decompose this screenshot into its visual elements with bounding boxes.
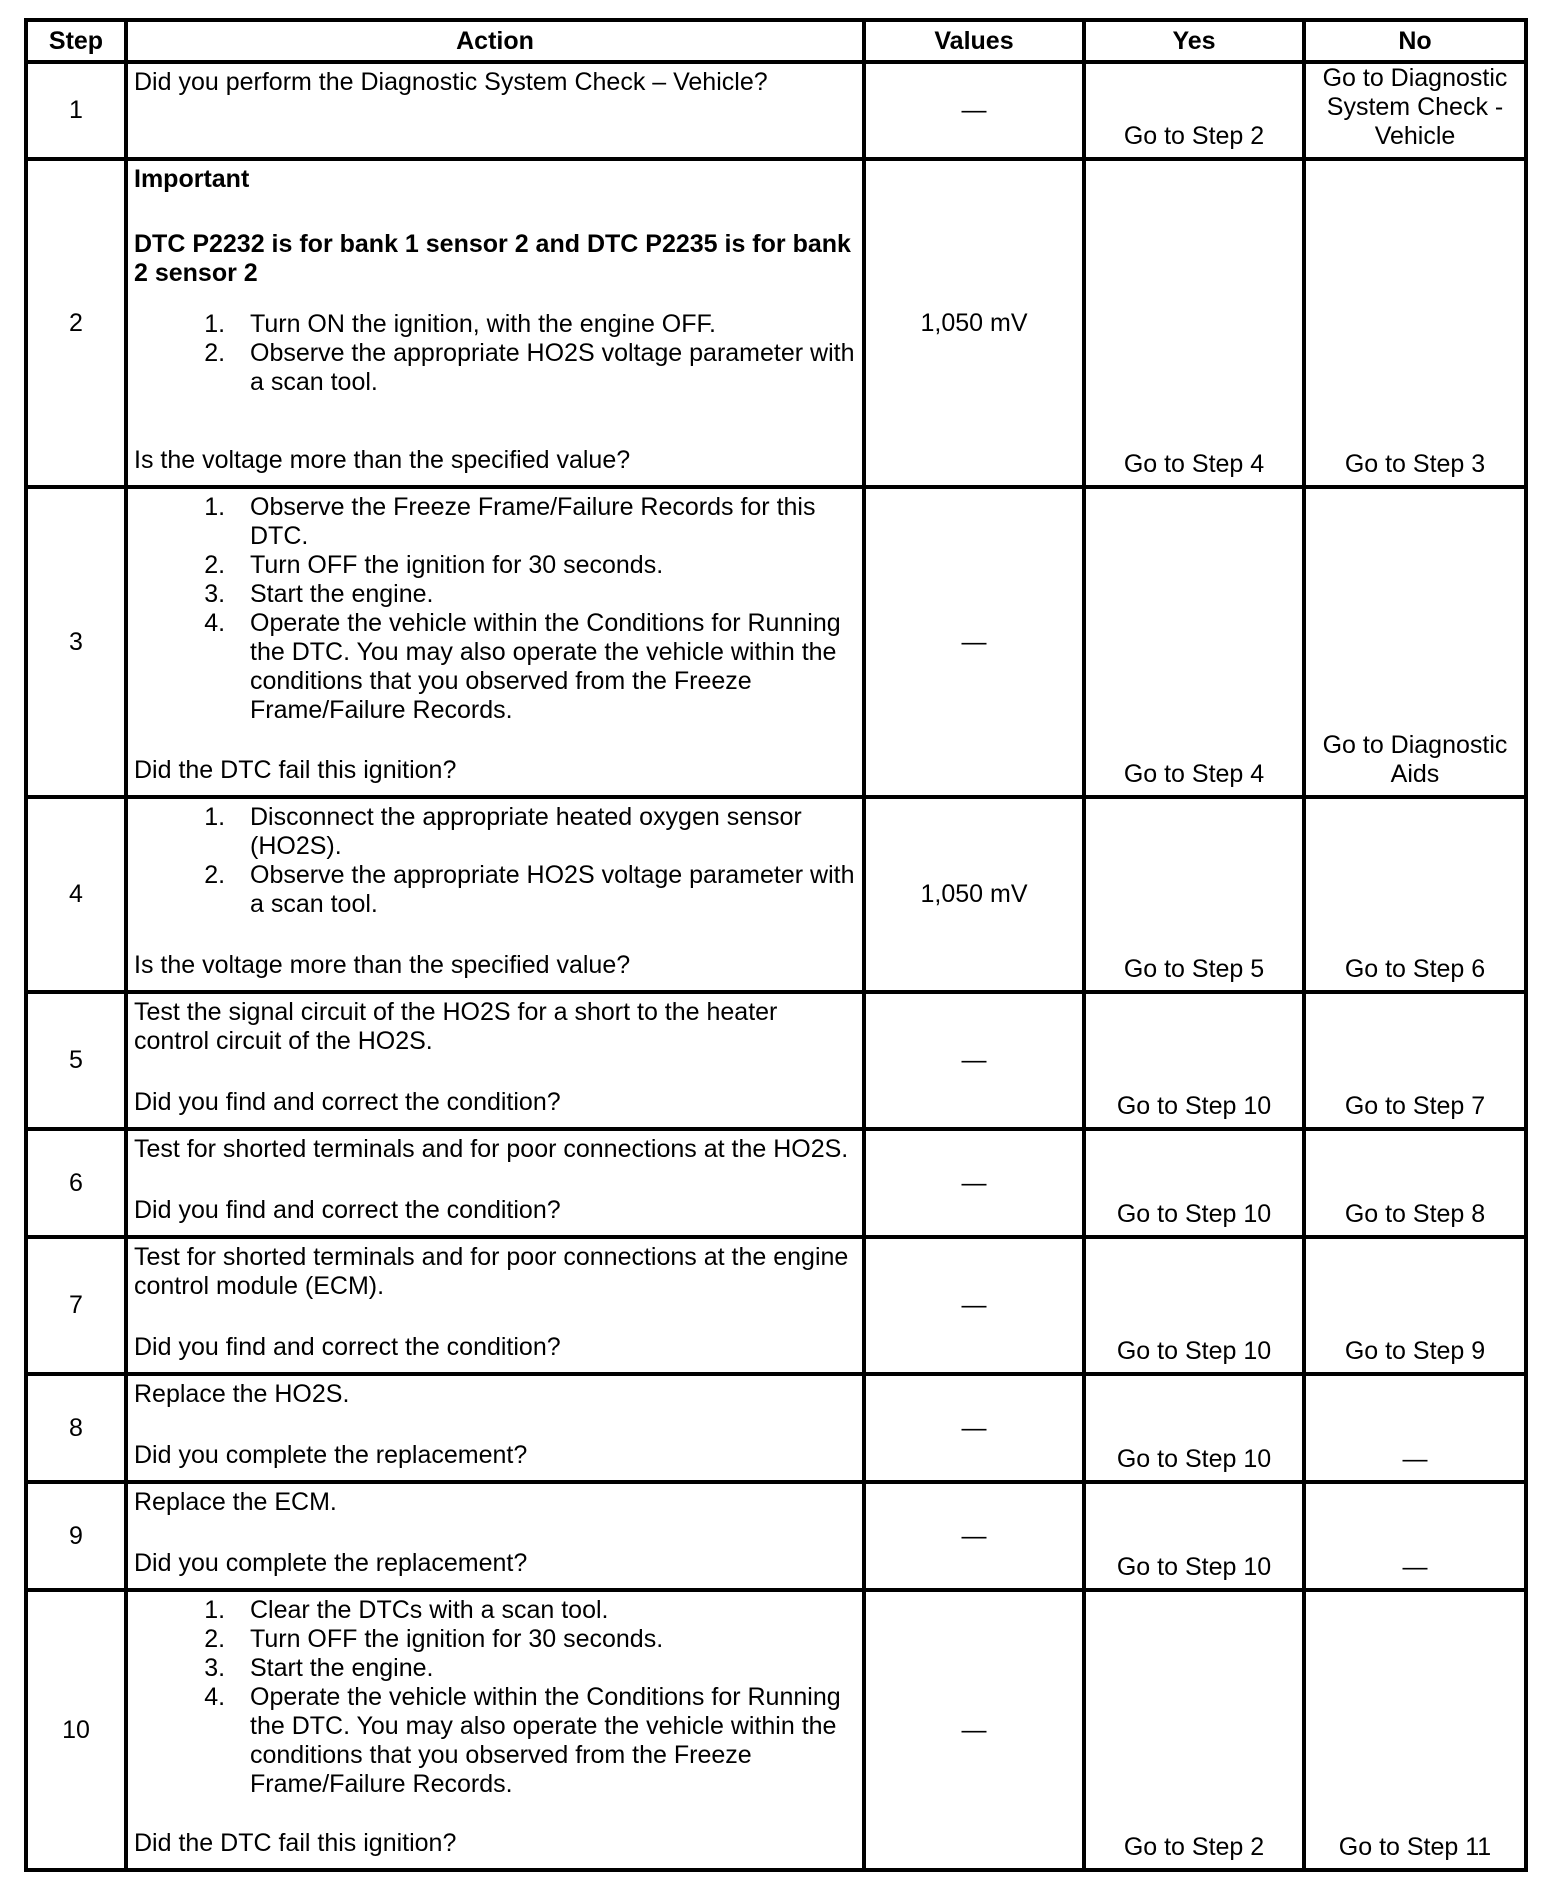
header-row (26, 20, 1526, 62)
list-item: 2. Turn OFF the ignition for 30 seconds. (232, 1625, 856, 1654)
list-item: 1. Clear the DTCs with a scan tool. (232, 1596, 856, 1625)
no-cell: — (1304, 1482, 1526, 1590)
values-cell: — (864, 62, 1084, 159)
action-text: Test the signal circuit of the HO2S for a short to the heater control circuit of the HO2S. (134, 998, 778, 1055)
header-values: Values (864, 20, 1084, 62)
table-row (26, 487, 1526, 797)
list-item: 1. Observe the Freeze Frame/Failure Records for this DTC. (232, 493, 856, 551)
yes-cell: Go to Step 5 (1084, 797, 1304, 992)
action-top (134, 161, 856, 397)
action-cell (126, 1590, 864, 1870)
values-cell: — (864, 992, 1084, 1129)
yes-cell: Go to Step 10 (1084, 1374, 1304, 1482)
values-cell: — (864, 487, 1084, 797)
action-question: Did the DTC fail this ignition? (134, 756, 457, 784)
list-item: 4. Operate the vehicle within the Conditions for Running the DTC. You may also operate the vehicle within the conditions that you observed from the Freeze Frame/Failure Records. (232, 609, 856, 725)
action-content (134, 161, 856, 475)
table-row (26, 62, 1526, 159)
step-number: 7 (26, 1237, 126, 1374)
no-cell: Go to Step 11 (1304, 1590, 1526, 1870)
action-text: Test for shorted terminals and for poor connections at the HO2S. (134, 1135, 849, 1163)
no-cell: Go to Step 8 (1304, 1129, 1526, 1237)
action-steps-list (134, 310, 856, 397)
values-cell: — (864, 1590, 1084, 1870)
action-content (134, 1484, 856, 1578)
table-row (26, 1590, 1526, 1870)
step-number: 9 (26, 1482, 126, 1590)
no-cell: Go to Step 3 (1304, 159, 1526, 487)
step-number: 6 (26, 1129, 126, 1237)
table-row (26, 1482, 1526, 1590)
step-number: 5 (26, 992, 126, 1129)
yes-cell: Go to Step 2 (1084, 1590, 1304, 1870)
action-steps-list (134, 1596, 856, 1799)
action-top (134, 799, 856, 919)
values-cell: 1,050 mV (864, 159, 1084, 487)
yes-cell: Go to Step 10 (1084, 1482, 1304, 1590)
list-item: 3. Start the engine. (232, 580, 856, 609)
no-cell: Go to Diagnostic Aids (1304, 487, 1526, 797)
action-content (134, 1239, 856, 1362)
values-cell: 1,050 mV (864, 797, 1084, 992)
action-question: Did the DTC fail this ignition? (134, 1829, 457, 1857)
action-text: Replace the ECM. (134, 1488, 337, 1516)
action-top (134, 994, 856, 1056)
step-number: 10 (26, 1590, 126, 1870)
table-row (26, 1129, 1526, 1237)
action-question: Is the voltage more than the specified value? (134, 446, 631, 474)
yes-cell: Go to Step 4 (1084, 487, 1304, 797)
action-top (134, 64, 856, 97)
action-content (134, 799, 856, 980)
action-top (134, 1592, 856, 1799)
action-cell (126, 159, 864, 487)
action-text: Did you perform the Diagnostic System Check – Vehicle? (134, 68, 768, 96)
table-row (26, 159, 1526, 487)
no-cell: Go to Step 9 (1304, 1237, 1526, 1374)
action-top (134, 1484, 856, 1517)
step-number: 3 (26, 487, 126, 797)
action-cell (126, 797, 864, 992)
action-content (134, 1131, 856, 1225)
action-cell (126, 1129, 864, 1237)
action-content (134, 64, 856, 147)
action-top (134, 489, 856, 725)
no-cell: — (1304, 1374, 1526, 1482)
yes-cell: Go to Step 10 (1084, 992, 1304, 1129)
action-content (134, 994, 856, 1117)
step-number: 8 (26, 1374, 126, 1482)
action-content (134, 489, 856, 785)
action-text: Test for shorted terminals and for poor connections at the engine control module (ECM). (134, 1243, 849, 1300)
header-action: Action (126, 20, 864, 62)
action-top (134, 1239, 856, 1301)
action-question: Did you find and correct the condition? (134, 1333, 561, 1361)
action-cell (126, 487, 864, 797)
values-cell: — (864, 1237, 1084, 1374)
list-item: 4. Operate the vehicle within the Conditions for Running the DTC. You may also operate the vehicle within the conditions that you observed from the Freeze Frame/Failure Records. (232, 1683, 856, 1799)
action-question: Is the voltage more than the specified value? (134, 951, 631, 979)
action-steps-list (134, 803, 856, 919)
action-content (134, 1376, 856, 1470)
step-number: 4 (26, 797, 126, 992)
table-row (26, 1237, 1526, 1374)
values-cell: — (864, 1482, 1084, 1590)
important-label: Important (134, 165, 250, 193)
yes-cell: Go to Step 4 (1084, 159, 1304, 487)
table-row (26, 797, 1526, 992)
header-yes: Yes (1084, 20, 1304, 62)
step-number: 1 (26, 62, 126, 159)
action-cell (126, 992, 864, 1129)
list-item: 1. Turn ON the ignition, with the engine OFF. (232, 310, 856, 339)
values-cell: — (864, 1374, 1084, 1482)
list-item: 2. Turn OFF the ignition for 30 seconds. (232, 551, 856, 580)
yes-cell: Go to Step 10 (1084, 1237, 1304, 1374)
table-row (26, 992, 1526, 1129)
action-question: Did you complete the replacement? (134, 1441, 528, 1469)
action-top (134, 1376, 856, 1409)
action-question: Did you find and correct the condition? (134, 1196, 561, 1224)
action-question: Did you complete the replacement? (134, 1549, 528, 1577)
action-text: Replace the HO2S. (134, 1380, 350, 1408)
no-cell: Go to Step 6 (1304, 797, 1526, 992)
action-content (134, 1592, 856, 1858)
no-cell: Go to Diagnostic System Check - Vehicle (1304, 62, 1526, 159)
action-cell (126, 1482, 864, 1590)
values-cell: — (864, 1129, 1084, 1237)
diagnostic-table (24, 18, 1528, 1872)
list-item: 2. Observe the appropriate HO2S voltage parameter with a scan tool. (232, 339, 856, 397)
yes-cell: Go to Step 2 (1084, 62, 1304, 159)
header-no: No (1304, 20, 1526, 62)
action-question: Did you find and correct the condition? (134, 1088, 561, 1116)
action-top (134, 1131, 856, 1164)
list-item: 1. Disconnect the appropriate heated oxygen sensor (HO2S). (232, 803, 856, 861)
step-number: 2 (26, 159, 126, 487)
action-steps-list (134, 493, 856, 725)
table-row (26, 1374, 1526, 1482)
action-cell (126, 62, 864, 159)
action-cell (126, 1237, 864, 1374)
important-note: DTC P2232 is for bank 1 sensor 2 and DTC P2235 is for bank 2 sensor 2 (134, 230, 851, 287)
list-item: 3. Start the engine. (232, 1654, 856, 1683)
list-item: 2. Observe the appropriate HO2S voltage parameter with a scan tool. (232, 861, 856, 919)
yes-cell: Go to Step 10 (1084, 1129, 1304, 1237)
no-cell: Go to Step 7 (1304, 992, 1526, 1129)
header-step: Step (26, 20, 126, 62)
action-cell (126, 1374, 864, 1482)
